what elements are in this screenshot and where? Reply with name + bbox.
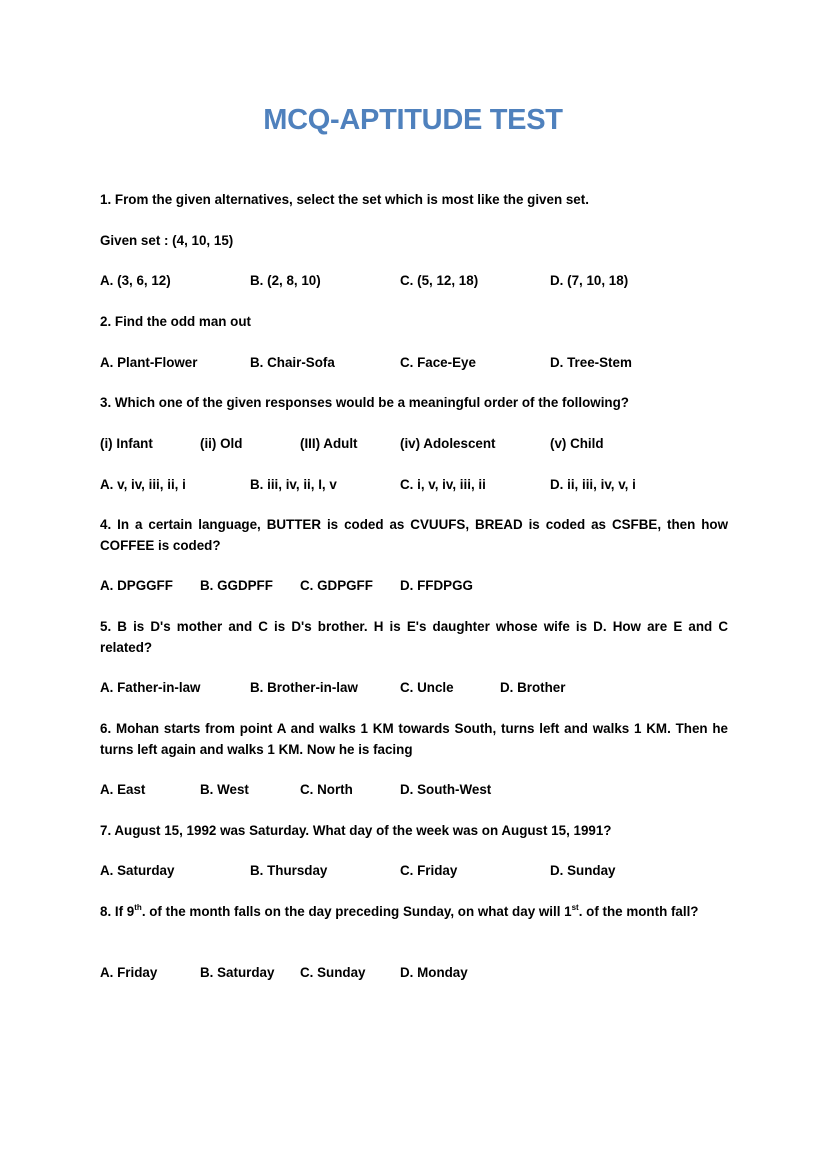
question-6-option-b: B. West [200,782,249,797]
question-3-option-d: D. ii, iii, iv, v, i [550,477,636,492]
question-7-option-d: D. Sunday [550,863,616,878]
question-8-text-part-3: . of the month fall? [578,904,699,919]
question-3-item-4: (iv) Adolescent [400,436,496,451]
question-7-text: 7. August 15, 1992 was Saturday. What day of the week was on August 15, 1991? [100,823,612,838]
question-3-text: 3. Which one of the given responses would be a meaningful order of the following? [100,395,629,410]
question-1-option-a: A. (3, 6, 12) [100,273,171,288]
question-2-option-c: C. Face-Eye [400,355,476,370]
question-4-option-b: B. GGDPFF [200,578,273,593]
question-3-item-3: (III) Adult [300,436,358,451]
question-2-text: 2. Find the odd man out [100,314,252,329]
question-3-item-2: (ii) Old [200,436,243,451]
question-8-option-b: B. Saturday [200,965,275,980]
question-4-option-c: C. GDPGFF [300,578,373,593]
question-6-text: 6. Mohan starts from point A and walks 1 KM towards South, turns left and walks 1 KM. Then he turns left again and walks 1 KM. Now he is facing [100,721,728,757]
question-5-text: 5. B is D's mother and C is D's brother. H is E's daughter whose wife is D. How are E and C related? [100,619,728,655]
question-8-option-d: D. Monday [400,965,468,980]
question-8-text-part-1: 8. If 9 [100,904,135,919]
question-6-option-d: D. South-West [400,782,492,797]
question-5-option-c: C. Uncle [400,680,454,695]
question-5-option-d: D. Brother [500,680,566,695]
question-1-option-d: D. (7, 10, 18) [550,273,629,288]
question-1-text: 1. From the given alternatives, select the set which is most like the given set. [100,192,589,207]
question-8-option-a: A. Friday [100,965,158,980]
question-2-option-a: A. Plant-Flower [100,355,198,370]
question-2-option-d: D. Tree-Stem [550,355,632,370]
question-7-option-c: C. Friday [400,863,458,878]
question-4-option-a: A. DPGGFF [100,578,173,593]
question-7-option-a: A. Saturday [100,863,175,878]
question-1-option-b: B. (2, 8, 10) [250,273,321,288]
question-8-text-part-2: . of the month falls on the day preceding Sunday, on what day will 1 [141,904,572,919]
question-3-option-b: B. iii, iv, ii, I, v [250,477,337,492]
question-8-superscript-1: th [134,903,142,912]
question-2-option-b: B. Chair-Sofa [250,355,335,370]
question-5-option-b: B. Brother-in-law [250,680,358,695]
page-title: MCQ-APTITUDE TEST [263,104,563,136]
question-6-option-a: A. East [100,782,146,797]
question-3-option-a: A. v, iv, iii, ii, i [100,477,186,492]
question-4-option-d: D. FFDPGG [400,578,473,593]
question-3-item-5: (v) Child [550,436,604,451]
question-8-option-c: C. Sunday [300,965,366,980]
question-8-text [100,901,728,922]
question-8-superscript-2: st [571,903,579,912]
question-3-option-c: C. i, v, iv, iii, ii [400,477,486,492]
question-3-item-1: (i) Infant [100,436,153,451]
question-5-option-a: A. Father-in-law [100,680,201,695]
question-6-option-c: C. North [300,782,353,797]
question-4-text: 4. In a certain language, BUTTER is coded as CVUUFS, BREAD is coded as CSFBE, then how COFFEE is coded? [100,517,728,553]
question-1-given-set: Given set : (4, 10, 15) [100,233,234,248]
question-1-option-c: C. (5, 12, 18) [400,273,479,288]
question-7-option-b: B. Thursday [250,863,328,878]
